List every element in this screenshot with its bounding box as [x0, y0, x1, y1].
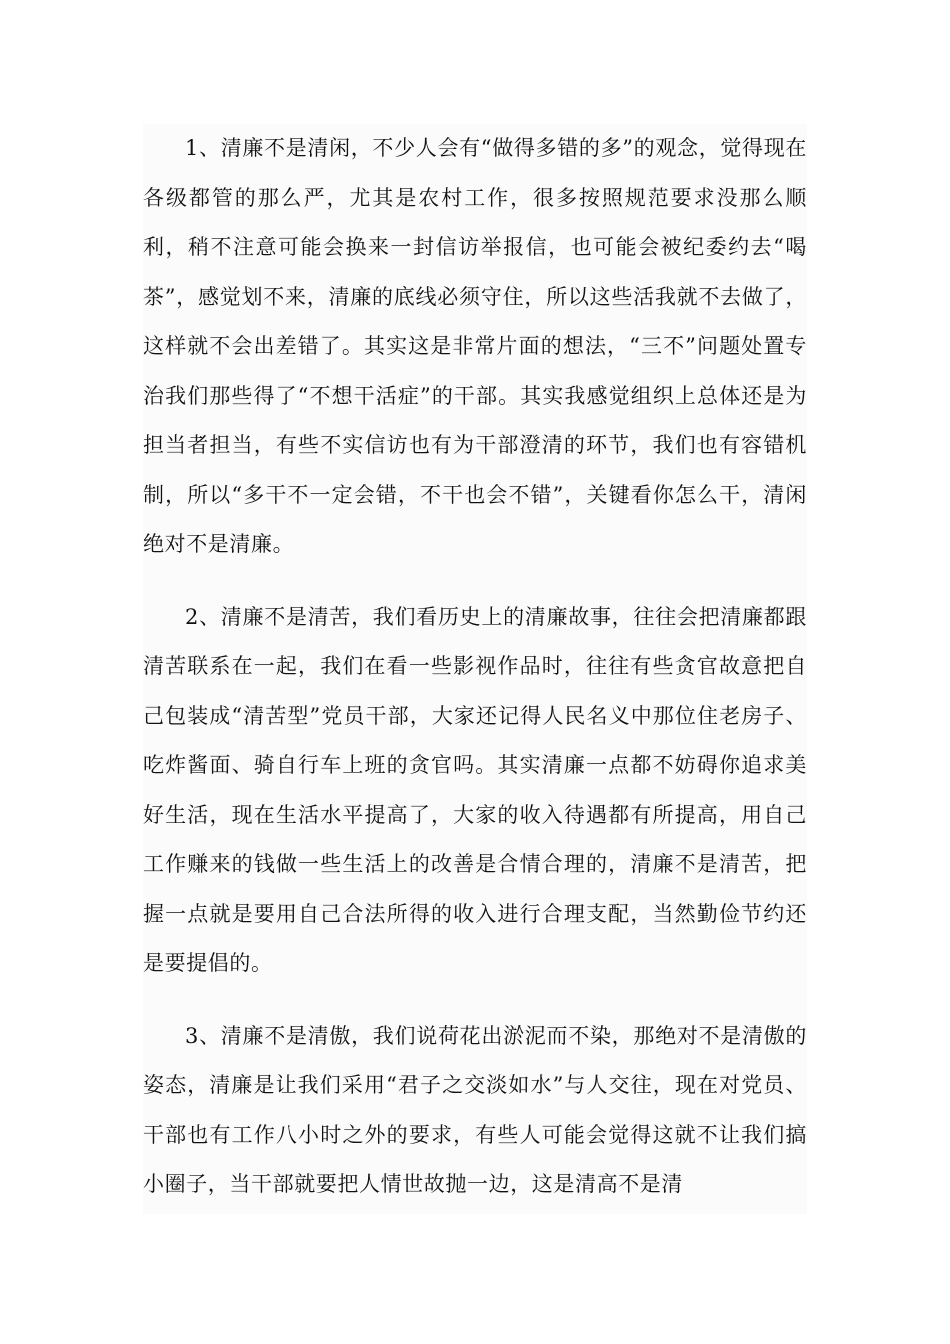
paragraph-3: 3、清廉不是清傲，我们说荷花出淤泥而不染，那绝对不是清傲的姿态，清廉是让我们采用“君子之交淡如水”与人交往，现在对党员、干部也有工作八小时之外的要求，有些人可能会觉得这就不让我们搞小圈子，当干部就要把人情世故抛一边，这是清高不是清 [143, 1023, 807, 1196]
paragraph-1: 1、清廉不是清闲，不少人会有“做得多错的多”的观念，觉得现在各级都管的那么严，尤其是农村工作，很多按照规范要求没那么顺利，稍不注意可能会换来一封信访举报信，也可能会被纪委约去“喝茶”，感觉划不来，清廉的底线必须守住，所以这些活我就不去做了，这样就不会出差错了。其实这是非常片面的想法，“三不”问题处置专治我们那些得了“不想干活症”的干部。其实我感觉组织上总体还是为担当者担当，有些不实信访也有为干部澄清的环节，我们也有容错机制，所以“多干不一定会错，不干也会不错”，关键看你怎么干，清闲绝对不是清廉。 [143, 136, 807, 556]
paragraph-2: 2、清廉不是清苦，我们看历史上的清廉故事，往往会把清廉都跟清苦联系在一起，我们在看一些影视作品时，往往有些贪官故意把自己包装成“清苦型”党员干部，大家还记得人民名义中那位住老房子、吃炸酱面、骑自行车上班的贪官吗。其实清廉一点都不妨碍你追求美好生活，现在生活水平提高了，大家的收入待遇都有所提高，用自己工作赚来的钱做一些生活上的改善是合情合理的，清廉不是清苦，把握一点就是要用自己合法所得的收入进行合理支配，当然勤俭节约还是要提倡的。 [143, 604, 807, 975]
document-body [143, 124, 807, 1214]
